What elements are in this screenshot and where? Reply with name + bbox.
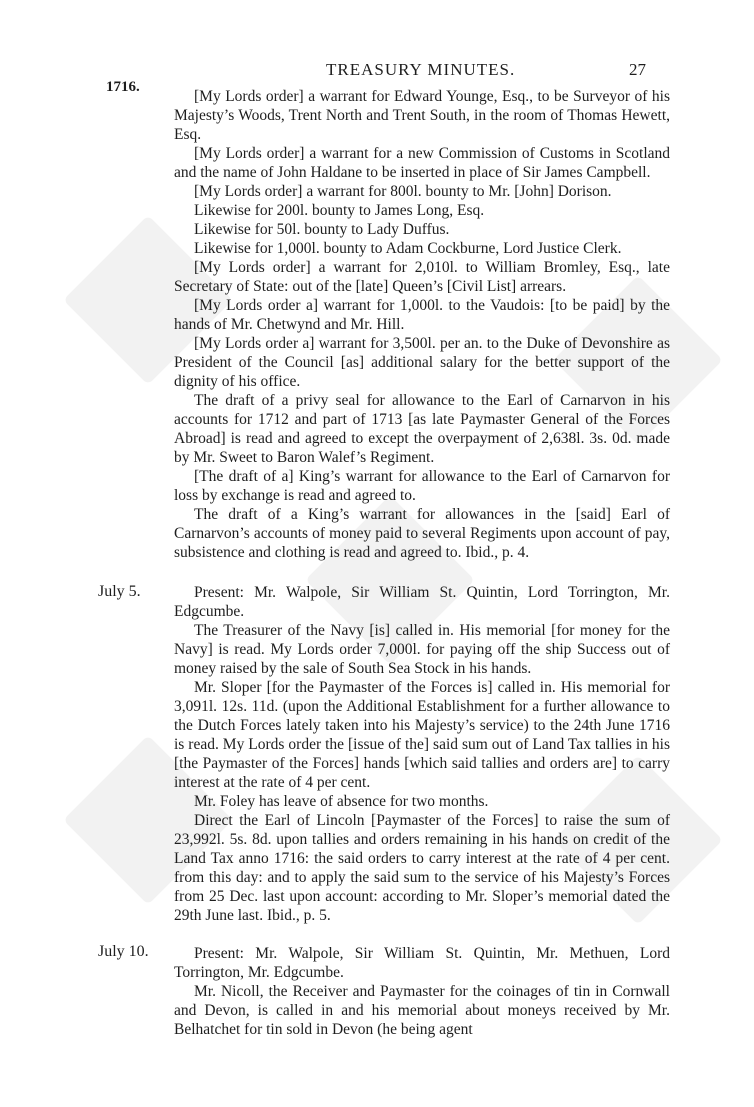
- paragraph: [My Lords order a] warrant for 1,000l. to the Vaudois: [to be paid] by the hands of Mr. Chetwynd and Mr. Hill.: [174, 297, 670, 333]
- paragraph: [The draft of a] King’s warrant for allowance to the Earl of Carnarvon for loss by exchange is read and agreed to.: [174, 468, 670, 504]
- running-header: TREASURY MINUTES.: [326, 60, 516, 79]
- paragraph: [My Lords order] a warrant for a new Commission of Customs in Scotland and the name of John Haldane to be inserted in place of Sir James Campbell.: [174, 145, 670, 181]
- paragraph: Present: Mr. Walpole, Sir William St. Quintin, Lord Torrington, Mr. Edgcumbe.: [174, 584, 670, 620]
- paragraph: The Treasurer of the Navy [is] called in. His memorial [for money for the Navy] is read. My Lords order 7,000l. for paying off the ship Success out of money raised by the sale of South Sea Stock in his hands.: [174, 622, 670, 677]
- margin-date: July 10.: [98, 943, 149, 960]
- margin-date: July 5.: [98, 583, 141, 600]
- page-number: 27: [629, 60, 646, 79]
- paragraph: [My Lords order] a warrant for 800l. bounty to Mr. [John] Dorison.: [194, 183, 612, 200]
- body-text: [174, 87, 670, 1039]
- paragraph: [My Lords order a] warrant for 3,500l. per an. to the Duke of Devonshire as President of the Council [as] additional salary for the better support of the dignity of his office.: [174, 335, 670, 390]
- paragraph: Mr. Sloper [for the Paymaster of the Forces is] called in. His memorial for 3,091l. 12s. 11d. (upon the Additional Establishment for a further allowance to the Dutch Forces lately taken into his Majesty’s service) to the 24th June 1716 is read. My Lords order the [issue of the] said sum out of Land Tax tallies in his [the Paymaster of the Forces] hands [which said tallies and orders are] to carry interest at the rate of 4 per cent.: [174, 679, 670, 791]
- paragraph: [My Lords order] a warrant for 2,010l. to William Bromley, Esq., late Secretary of State: out of the [late] Queen’s [Civil List] arrears.: [174, 259, 670, 295]
- paragraph: Likewise for 200l. bounty to James Long, Esq.: [194, 202, 485, 219]
- paragraph: Mr. Nicoll, the Receiver and Paymaster for the coinages of tin in Cornwall and Devon, is called in and his memorial about moneys received by Mr. Belhatchet for tin sold in Devon (he being agent: [174, 983, 670, 1038]
- paragraph: Likewise for 1,000l. bounty to Adam Cockburne, Lord Justice Clerk.: [194, 240, 622, 257]
- margin-year: 1716.: [106, 79, 140, 95]
- paragraph: Direct the Earl of Lincoln [Paymaster of the Forces] to raise the sum of 23,992l. 5s. 8d. upon tallies and orders remaining in his hands on credit of the Land Tax anno 1716: the said orders to carry interest at the rate of 4 per cent. from this day: and to apply the said sum to the service of his Majesty’s Forces from 25 Dec. last upon account: according to Mr. Sloper’s memorial dated the 29th June last. Ibid., p. 5.: [174, 812, 670, 924]
- paragraph: Mr. Foley has leave of absence for two months.: [194, 793, 489, 810]
- paragraph: Present: Mr. Walpole, Sir William St. Quintin, Mr. Methuen, Lord Torrington, Mr. Edgcumbe.: [174, 945, 670, 981]
- paragraph: Likewise for 50l. bounty to Lady Duffus.: [194, 221, 450, 238]
- paragraph: The draft of a privy seal for allowance to the Earl of Carnarvon in his accounts for 1712 and part of 1713 [as late Paymaster General of the Forces Abroad] is read and agreed to except the overpayment of 2,638l. 3s. 0d. made by Mr. Sweet to Baron Walef’s Regiment.: [174, 392, 670, 466]
- paragraph: The draft of a King’s warrant for allowances in the [said] Earl of Carnarvon’s accounts of money paid to several Regiments upon account of pay, subsistence and clothing is read and agreed to. Ibid., p. 4.: [174, 506, 670, 561]
- paragraph: [My Lords order] a warrant for Edward Younge, Esq., to be Surveyor of his Majesty’s Woods, Trent North and Trent South, in the room of Thomas Hewett, Esq.: [174, 88, 670, 143]
